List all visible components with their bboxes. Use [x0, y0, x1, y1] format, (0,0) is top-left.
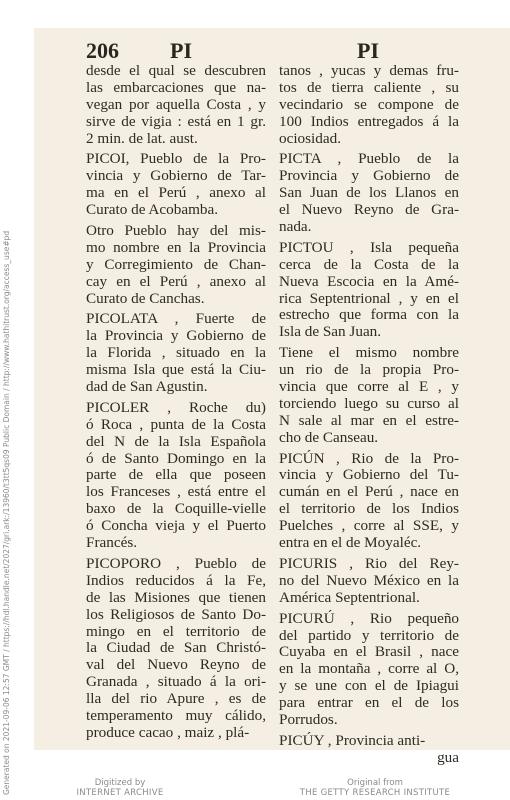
digitized-by-label: Digitized by — [94, 778, 146, 788]
text-line: ó Concha vieja y el Puerto — [86, 517, 266, 535]
text-line: Isla de San Juan. — [279, 323, 382, 341]
text-line: PICURÚ , Rio pequeño — [279, 609, 459, 627]
text-line: tanos , yucas y demas fru- — [279, 62, 459, 79]
text-line: de las Misiones que tienen — [86, 588, 266, 606]
running-head-left: PI — [170, 38, 192, 63]
text-line: Cuyaba en el Brasil , nace — [279, 643, 459, 661]
text-line: baxo de la Coquille-vielle — [86, 500, 266, 518]
text-line: vincia y Gobierno del Tu- — [279, 466, 459, 484]
text-line: vincia que corre al E , y — [279, 378, 459, 396]
text-line: lla del rio Apure , es de — [86, 690, 266, 708]
text-line: mo nombre en la Provincia — [86, 238, 266, 256]
text-line: produce cacao , maiz , plá- — [86, 723, 250, 741]
entry-paragraph — [86, 151, 266, 219]
entry-paragraph — [279, 451, 459, 552]
text-line: del N de la Isla Española — [86, 432, 266, 450]
text-line: América Septentrional. — [279, 588, 420, 606]
original-from-label: Original from — [347, 778, 403, 788]
text-line: PICÚN , Rio de la Pro- — [279, 449, 459, 467]
left-column — [86, 63, 266, 742]
text-line: torciendo luego su curso al — [279, 394, 459, 412]
entry-paragraph — [86, 556, 266, 742]
text-line: Nueva Escocia en la Amé- — [279, 272, 459, 290]
text-line: el Nuevo Reyno de Gra- — [279, 201, 459, 219]
text-line: un rio de la propia Pro- — [279, 361, 459, 379]
text-line: temperamento muy cálido, — [86, 706, 266, 724]
right-column — [279, 63, 459, 767]
text-line: vegan por aquella Costa , y — [86, 95, 266, 113]
text-line: Curato de Canchas. — [86, 289, 205, 307]
entry-paragraph — [86, 400, 266, 552]
text-line: en la montaña , corre al O, — [279, 660, 459, 678]
getty-institute-label: THE GETTY RESEARCH INSTITUTE — [299, 788, 451, 798]
text-line: vecindario se compone de — [279, 95, 459, 113]
text-line: los Religiosos de Santo Do- — [86, 605, 266, 623]
entry-paragraph — [279, 556, 459, 607]
text-line: las embarcaciones que na- — [86, 78, 266, 96]
text-line: Provincia y Gobierno de — [279, 167, 459, 185]
text-line: Indios reducidos á la Fe, — [86, 571, 266, 589]
text-line: para entrar en el de los — [279, 694, 459, 712]
text-line: la Florida , situado en la — [86, 344, 266, 362]
digitized-by-credit — [70, 778, 170, 798]
text-line: Curato de Acobamba. — [86, 201, 219, 219]
text-line: 2 min. de lat. aust. — [86, 129, 198, 147]
hathitrust-side-note — [2, 230, 28, 795]
entry-paragraph — [279, 63, 459, 147]
entry-paragraph — [279, 240, 459, 341]
text-line: PICOLATA , Fuerte de — [86, 310, 266, 328]
text-line: ociosidad. — [279, 129, 342, 147]
text-line: PICTA , Pueblo de la — [279, 150, 459, 168]
text-line: PICÚY , Provincia anti- — [279, 731, 426, 749]
text-line: la Provincia y Gobierno de — [86, 327, 266, 345]
text-line: ó de Santo Domingo en la — [86, 449, 266, 467]
text-line: Tiene el mismo nombre — [279, 344, 459, 362]
text-line: entra en el de Moyaléc. — [279, 534, 422, 552]
text-line: cay en el Perú , anexo al — [86, 272, 266, 290]
text-line: rica Septentrional , y en el — [279, 289, 459, 307]
text-line: Porrudos. — [279, 710, 338, 728]
entry-paragraph — [279, 733, 459, 750]
entry-paragraph — [86, 223, 266, 307]
text-line: la Ciudad de San Christó- — [86, 639, 266, 657]
running-head-right: PI — [357, 38, 379, 63]
text-line: PICTOU , Isla pequeña — [279, 238, 459, 256]
text-line: N sale al mar en el estre- — [279, 411, 459, 429]
text-line: y Corregimiento de Chan- — [86, 255, 266, 273]
text-line: cho de Canseau. — [279, 428, 379, 446]
text-line: Puelches , corre al SSE, y — [279, 517, 459, 535]
text-line: 100 Indios entregados á la — [279, 112, 459, 130]
text-line: Francés. — [86, 534, 138, 552]
text-line: no del Nuevo México en la — [279, 571, 459, 589]
entry-paragraph — [279, 611, 459, 729]
text-line: PICOLER , Roche du) — [86, 398, 266, 416]
text-line: sirve de vigia : está en 1 gr. — [86, 112, 266, 130]
entry-paragraph — [279, 151, 459, 235]
text-line: cumán en el Perú , nace en — [279, 483, 459, 501]
text-line: mingo en el territorio de — [86, 622, 266, 640]
text-line: PICOI, Pueblo de la Pro- — [86, 150, 266, 168]
text-line: San Juan de los Llanos en — [279, 184, 459, 202]
text-line: del partido y territorio de — [279, 626, 459, 644]
text-line: Granada , situado á la ori- — [86, 673, 266, 691]
text-line: desde el qual se descubren — [86, 62, 266, 79]
text-line: y se une con el de Ipiagui — [279, 677, 459, 695]
internet-archive-label: INTERNET ARCHIVE — [76, 788, 164, 798]
text-line: tos de tierra caliente , su — [279, 78, 459, 96]
text-line: Otro Pueblo hay del mis- — [86, 222, 266, 240]
catchword: gua — [437, 748, 459, 766]
text-line: los Franceses , está entre el — [86, 483, 266, 501]
text-line: vincia y Gobierno de Tar- — [86, 167, 266, 185]
entry-paragraph — [86, 63, 266, 147]
entry-paragraph — [86, 311, 266, 395]
text-line: estrecho que forma con la — [279, 306, 459, 324]
original-from-credit — [290, 778, 460, 798]
text-line: nada. — [279, 218, 312, 236]
page-number: 206 — [86, 38, 119, 63]
text-line: misma Isla que está la Ciu- — [86, 361, 266, 379]
entry-paragraph — [279, 345, 459, 446]
side-note-text: Generated on 2021-09-06 12:57 GMT / https://hdl.handle.net/2027/gri.ark:/13960/t3tt5qs09 Public Domain / http://www.hathitrust.org/access_use#pd — [2, 230, 11, 795]
text-line: dad de San Agustin. — [86, 378, 208, 396]
text-line: PICOPORO , Pueblo de — [86, 554, 266, 572]
text-line: cerca de la Costa de la — [279, 255, 459, 273]
text-line: el territorio de los Indios — [279, 500, 459, 518]
text-line: ma en el Perú , anexo al — [86, 184, 266, 202]
text-line: val del Nuevo Reyno de — [86, 656, 266, 674]
text-line: ó Roca , punta de la Costa — [86, 415, 266, 433]
text-line: parte de ella que poseen — [86, 466, 266, 484]
text-line: PICURIS , Rio del Rey- — [279, 554, 459, 572]
